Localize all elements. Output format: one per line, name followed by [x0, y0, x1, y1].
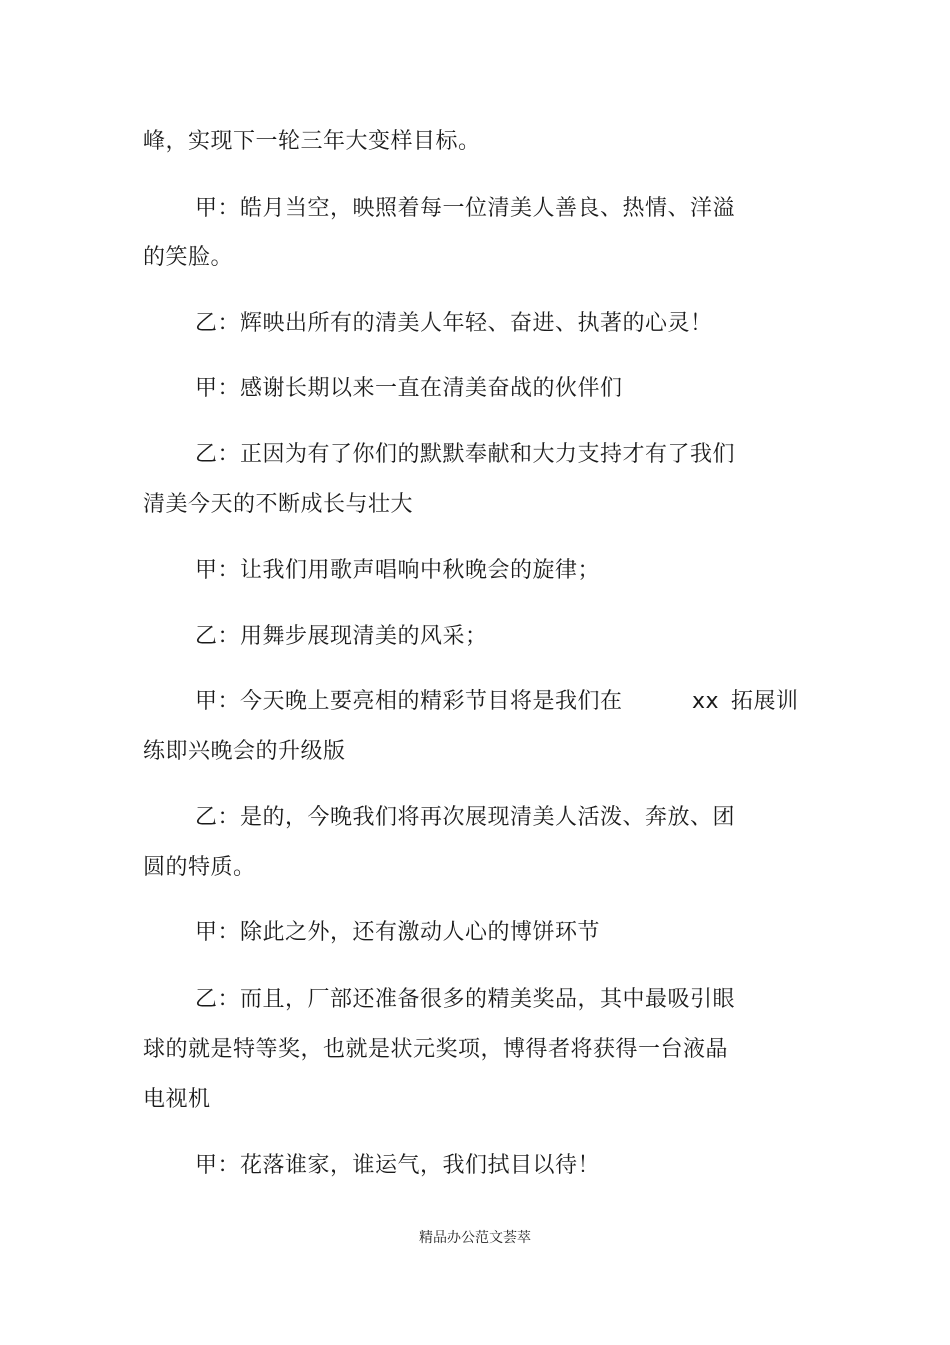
text-line: 乙：正因为有了你们的默默奉献和大力支持才有了我们 [195, 442, 736, 467]
text-line: 的笑脸。 [143, 245, 234, 270]
text-line: 乙：而且，厂部还准备很多的精美奖品，其中最吸引眼 [195, 987, 736, 1012]
text-line-fragment: xx [692, 689, 720, 714]
page-footer: 精品办公范文荟萃 [419, 1230, 531, 1246]
text-line: 甲：皓月当空，映照着每一位清美人善良、热情、洋溢 [195, 196, 736, 221]
text-line-fragment: 拓展训 [731, 689, 799, 714]
text-line: 甲：感谢长期以来一直在清美奋战的伙伴们 [195, 376, 623, 401]
text-line: 球的就是特等奖，也就是状元奖项，博得者将获得一台液晶 [143, 1037, 729, 1062]
text-line: 峰，实现下一轮三年大变样目标。 [143, 129, 481, 154]
text-line: 甲：让我们用歌声唱响中秋晚会的旋律； [195, 558, 601, 583]
text-line: 乙：是的，今晚我们将再次展现清美人活泼、奔放、团 [195, 805, 736, 830]
text-line: 乙：辉映出所有的清美人年轻、奋进、执著的心灵！ [195, 311, 713, 336]
text-line: 圆的特质。 [143, 855, 256, 880]
text-line: 甲：今天晚上要亮相的精彩节目将是我们在 [195, 689, 623, 714]
text-line: 甲：花落谁家，谁运气，我们拭目以待！ [195, 1153, 601, 1178]
text-line: 乙：用舞步展现清美的风采； [195, 624, 488, 649]
text-line: 甲：除此之外，还有激动人心的博饼环节 [195, 920, 601, 945]
text-line: 清美今天的不断成长与壮大 [143, 492, 414, 517]
text-line: 电视机 [143, 1087, 211, 1112]
text-line: 练即兴晚会的升级版 [143, 739, 346, 764]
